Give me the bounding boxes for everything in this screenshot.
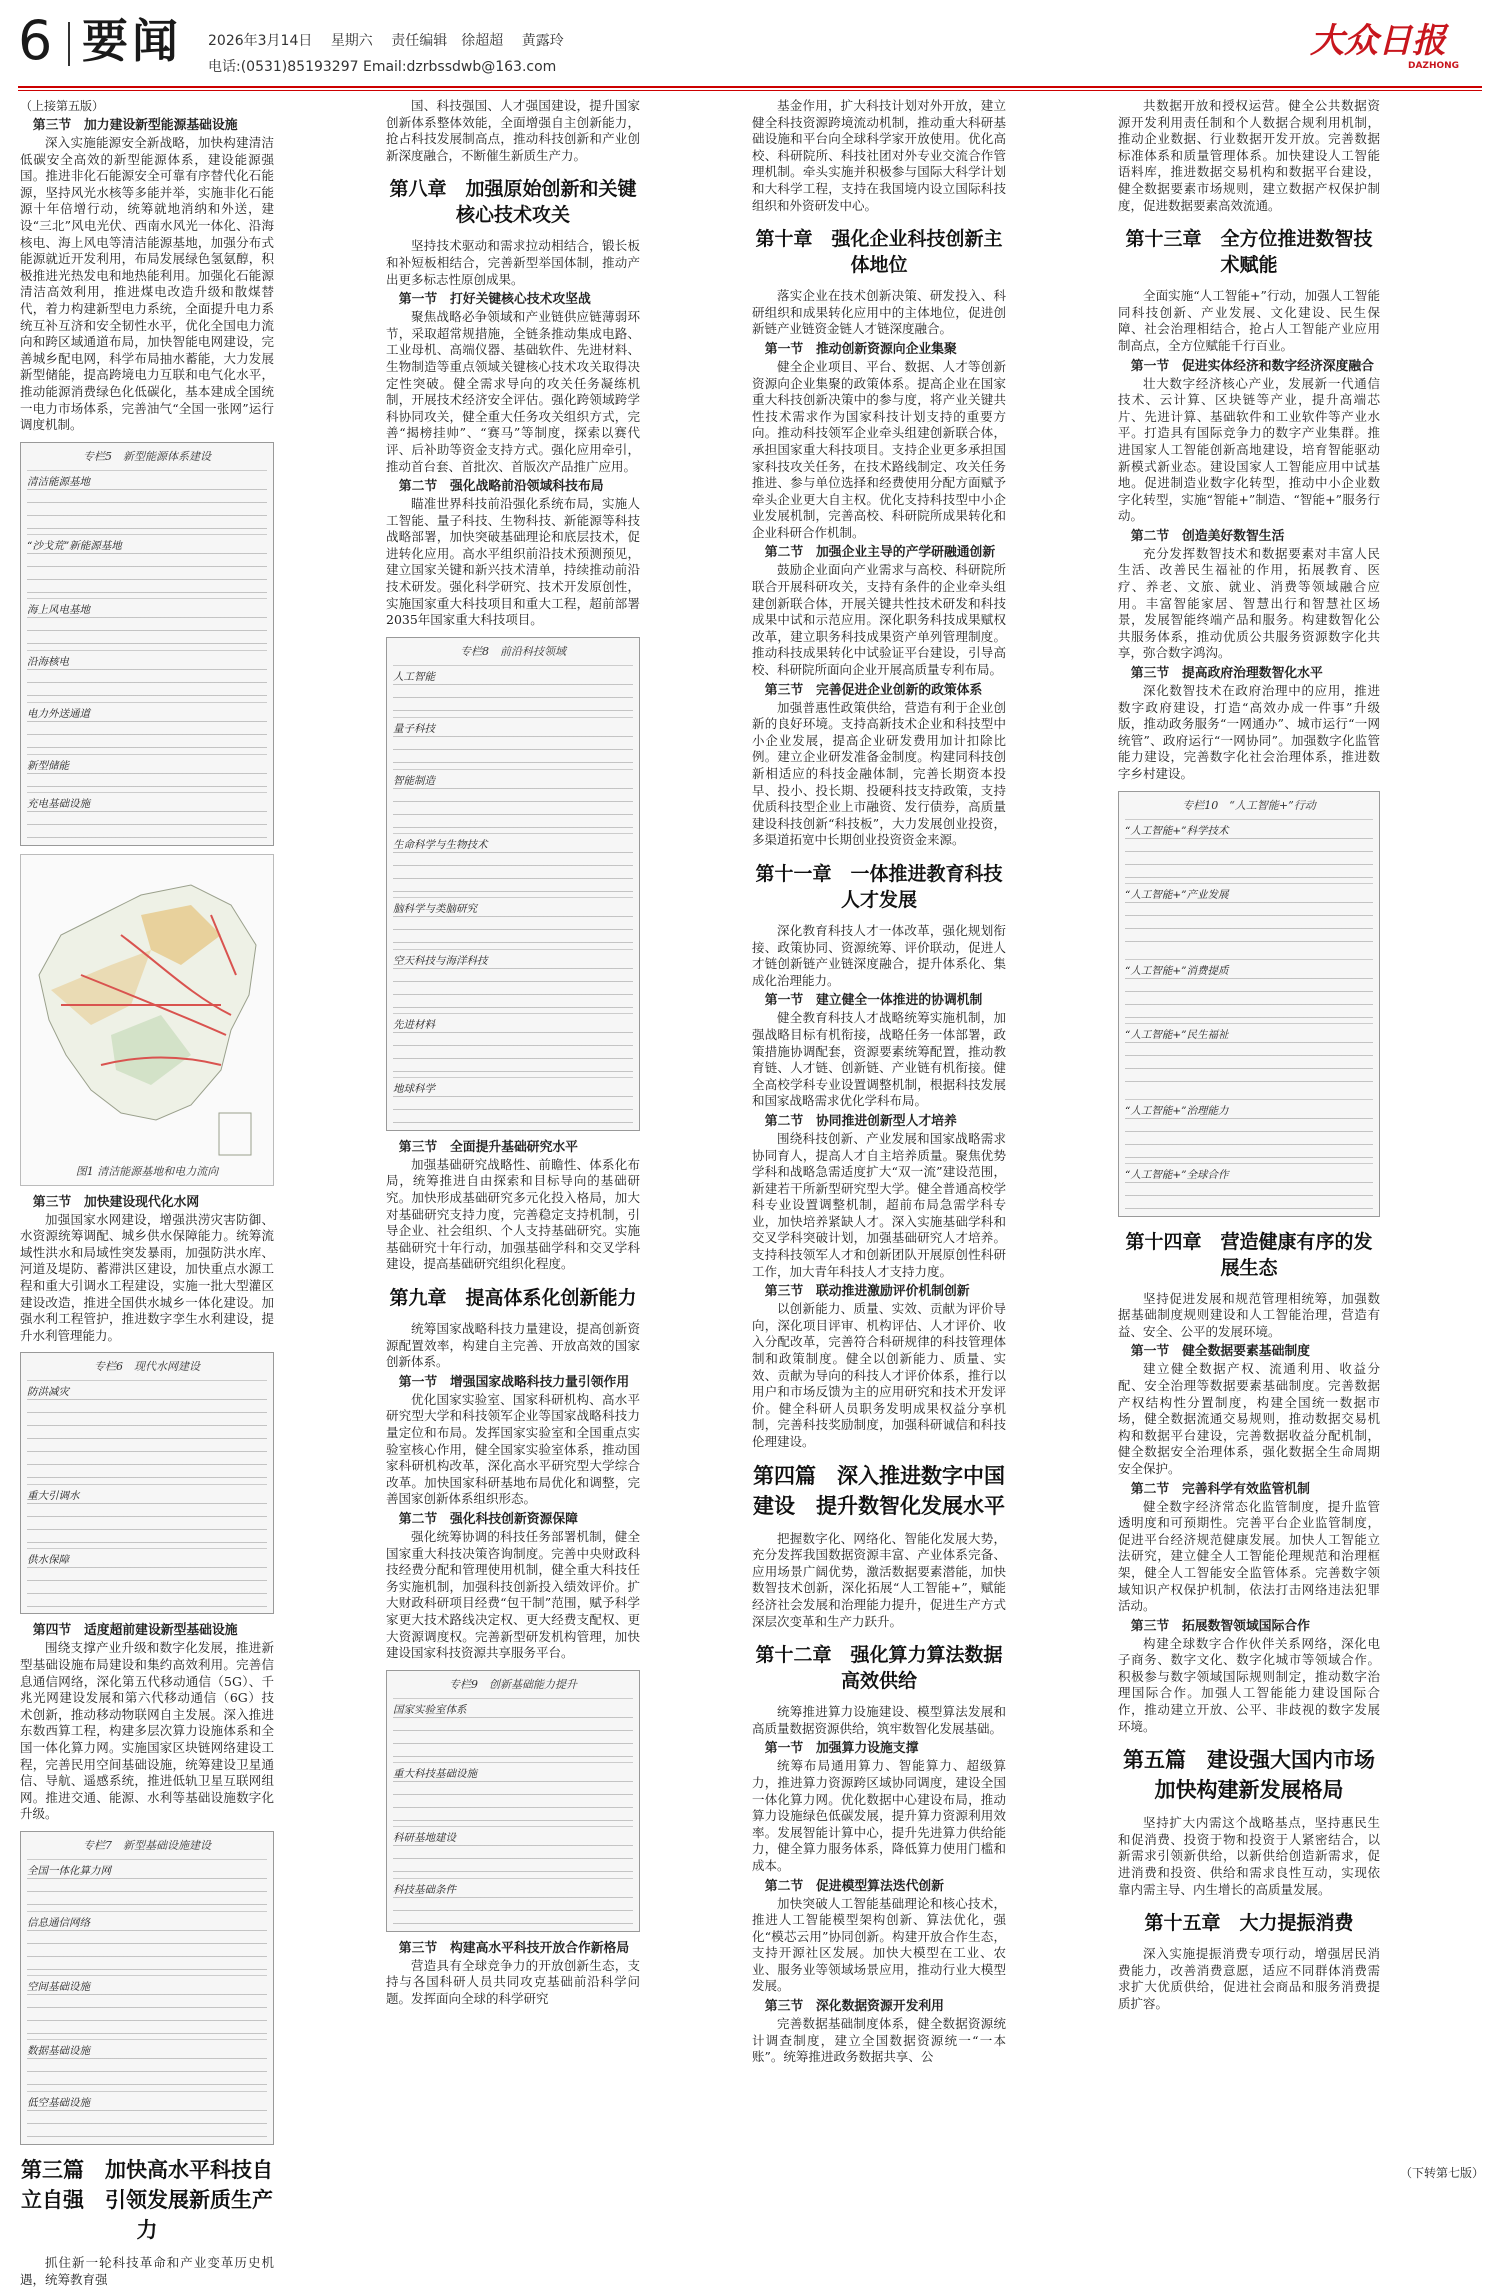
box-item-title: 电力外送通道 (27, 707, 90, 720)
paragraph: 国、科技强国、人才强国建设，提升国家创新体系整体效能，全面增强自主创新能力，抢占科技发展制高点，推动科技创新和产业创新深度融合，不断催生新质生产力。 (386, 98, 640, 163)
paragraph: 落实企业在技术创新决策、研发投入、科研组织和成果转化应用中的主体地位，促进创新链产业链资金链人才链深度融合。 (752, 288, 1006, 337)
box-item-title: 科研基地建设 (393, 1831, 456, 1844)
section-title: 要闻 (82, 14, 182, 68)
chapter-heading: 第九章 提高体系化创新能力 (389, 1287, 637, 1309)
section-heading: 第一节 促进实体经济和数字经济深度融合 (1130, 358, 1374, 374)
paragraph: 优化国家实验室、国家科研机构、高水平研究型大学和科技领军企业等国家战略科技力量定位和布局。发挥国家实验室和全国重点实验室核心作用，健全国家实验室体系，推动国家科研机构改革，深化高水平研究型大学综合改革。加快国家科研基地布局优化和调整，完善国家创新体系组织形态。 (386, 1391, 640, 1507)
sidebar-box (386, 1670, 640, 1932)
box-item-title: 先进材料 (393, 1018, 435, 1031)
box-item-title: “人工智能+”治理能力 (1125, 1104, 1229, 1117)
box-item-title: 沿海核电 (27, 655, 69, 668)
part-heading: 第五篇 建设强大国内市场 加快构建新发展格局 (1123, 1748, 1396, 1803)
paragraph: 强化统筹协调的科技任务部署机制，健全国家重大科技决策咨询制度。完善中央财政科技经费分配和管理使用机制，健全重大科技任务实施机制，加强科技创新投入绩效评价。扩大财政科研项目经费“包干制”范围，赋予科学家更大技术路线决定权、更大经费支配权、更大资源调度权。完善新型研发机构管理，加快建设国家科技资源共享服务平台。 (386, 1528, 640, 1661)
box-item-title: “人工智能+”消费提质 (1125, 964, 1229, 977)
box-item-title: “人工智能+”民生福祉 (1125, 1028, 1229, 1041)
section-heading: 第一节 建立健全一体推进的协调机制 (764, 993, 983, 1009)
section-heading: 第三节 加力建设新型能源基础设施 (32, 118, 238, 133)
paragraph: 鼓励企业面向产业需求与高校、科研院所联合开展科研攻关，支持有条件的企业牵头组建创新联合体，开展关键共性技术研发和科技成果中试和示范应用。深化职务科技成果赋权改革，建立职务科技成果资产单列管理制度。推动科技成果转化中试验证平台建设，引导高校、科研院所面向企业开展高质量专利布局。 (752, 562, 1006, 678)
box-item-title: “人工智能+”全球合作 (1125, 1168, 1229, 1181)
box-item-title: “沙戈荒”新能源基地 (27, 539, 122, 552)
editor: 责任编辑 徐超超 (391, 33, 504, 49)
page-number: 6 (18, 9, 53, 72)
column-3 (752, 98, 1006, 2158)
newspaper-logo (1310, 14, 1460, 74)
section-heading: 第二节 强化战略前沿领域科技布局 (398, 479, 604, 495)
designer: 黄露玲 (521, 33, 564, 49)
header-rule-thin (18, 90, 1482, 91)
section-heading: 第二节 创造美好数智生活 (1130, 528, 1285, 544)
paragraph: 加快突破人工智能基础理论和核心技术，推进人工智能模型架构创新、算法优化，强化“模芯云用”协同创新。构建开放合作生态，支持开源社区发展。加快大模型在工业、农业、服务业等领域场景应用，推动行业大模型发展。 (752, 1895, 1006, 1994)
paragraph: 统筹布局通用算力、智能算力、超级算力，推进算力资源跨区域协同调度，建设全国一体化算力网。优化数据中心建设布局，推动算力设施绿色低碳发展，提升算力资源利用效率。发展智能计算中心，提升先进算力供给能力，健全算力服务体系，降低算力使用门槛和成本。 (752, 1758, 1006, 1873)
issue-weekday: 星期六 (330, 33, 373, 49)
box-item-title: 生命科学与生物技术 (393, 838, 488, 851)
box-title: 专栏5 新型能源体系建设 (83, 449, 211, 463)
section-heading: 第三节 构建高水平科技开放合作新格局 (398, 1940, 630, 1956)
paragraph: 深化教育科技人才一体改革，强化规划衔接、政策协同、资源统筹、评价联动，促进人才链创新链产业链深度融合，提升体系化、集成化治理能力。 (752, 922, 1006, 988)
paragraph: 健全数字经济常态化监管制度，提升监管透明度和可预期性。完善平台企业监管制度，促进平台经济规范健康发展。加快人工智能立法研究，建立健全人工智能伦理规范和治理框架，健全人工智能安全监管体系。完善数字领域知识产权保护机制，依法打击网络违法犯罪活动。 (1118, 1498, 1380, 1614)
paragraph: 深入实施提振消费专项行动，增强居民消费能力，改善消费意愿，适应不同群体消费需求扩大优质供给，促进社会商品和服务消费提质扩容。 (1118, 1946, 1380, 2011)
paragraph: 健全企业项目、平台、数据、人才等创新资源向企业集聚的政策体系。提高企业在国家重大科技创新决策中的参与度，将产业关键共性技术需求作为国家科技计划支持的重要方向。推动科技领军企业牵头组建创新联合体，承担国家重大科技项目。支持企业更多承担国家科技攻关任务，在技术路线制定、攻关任务推进、参与单位选择和经费使用分配方面赋予牵头企业更大自主权。优化支持科技型中小企业发展机制，完善高校、科研院所成果转化和企业科研合作机制。 (752, 358, 1006, 540)
page-header (0, 0, 1500, 88)
chapter-heading: 第八章 加强原始创新和关键核心技术攻关 (389, 178, 637, 227)
section-heading: 第四节 适度超前建设新型基础设施 (32, 1623, 238, 1639)
paragraph: 共数据开放和授权运营。健全公共数据资源开发利用责任制和个人数据合规利用机制，推动企业数据、行业数据开发开放。完善数据标准体系和质量管理体系。加快建设人工智能语料库，推进数据交易机构和数据平台建设，健全数据要素市场规则，建立数据产权保护制度，促进数据要素高效流通。 (1118, 98, 1380, 213)
paragraph: 深化数智技术在政府治理中的应用，推进数字政府建设，打造“高效办成一件事”升级版，推动政务服务“一网通办”、城市运行“一网统管”、政府运行“一网协同”。加强数字化监管能力建设，完善数字化社会治理体系，推进数字乡村建设。 (1118, 683, 1380, 781)
section-heading: 第一节 增强国家战略科技力量引领作用 (398, 1374, 630, 1390)
box-item-title: 数据基础设施 (27, 2044, 90, 2057)
box-title: 专栏8 前沿科技领域 (460, 644, 566, 658)
box-item-title: 科技基础条件 (393, 1883, 456, 1896)
section-heading: 第二节 完善科学有效监管机制 (1130, 1481, 1310, 1497)
box-item-title: 全国一体化算力网 (27, 1864, 111, 1877)
box-item-title: 脑科学与类脑研究 (393, 902, 477, 915)
header-divider (68, 22, 70, 66)
section-heading: 第三节 深化数据资源开发利用 (764, 1999, 944, 2015)
section-heading: 第一节 推动创新资源向企业集聚 (764, 341, 957, 357)
svg-text:大众日报: 大众日报 (1310, 21, 1446, 61)
section-heading: 第二节 加强企业主导的产学研融通创新 (764, 545, 996, 561)
section-heading: 第二节 促进模型算法迭代创新 (764, 1878, 944, 1894)
chapter-heading: 第十二章 强化算力算法数据高效供给 (755, 1644, 1003, 1693)
paragraph: 坚持促进发展和规范管理相统筹，加强数据基础制度规则建设和人工智能治理，营造有益、安全、公平的发展环境。 (1118, 1290, 1380, 1339)
continued-to: （下转第七版） (1399, 2166, 1484, 2180)
sidebar-box (1118, 791, 1380, 1217)
column-1 (20, 98, 274, 2287)
section-heading: 第一节 加强算力设施支撑 (764, 1741, 919, 1757)
box-item-title: 空天科技与海洋科技 (393, 954, 488, 967)
svg-text:DAZHONG: DAZHONG (1408, 61, 1460, 71)
box-item-title: 重大引调水 (27, 1490, 80, 1503)
paragraph: 构建全球数字合作伙伴关系网络，深化电子商务、数字文化、数字化城市等领域合作。积极参与数字领域国际规则制定，推动数字治理国际合作。加强人工智能能力建设国际合作，推动建立开放、公平、非歧视的数字发展环境。 (1118, 1635, 1380, 1734)
box-item-title: 人工智能 (393, 670, 435, 683)
paragraph: 瞄准世界科技前沿强化系统布局，实施人工智能、量子科技、生物科技、新能源等科技战略部署，加快突破基础理论和底层技术，促进转化应用。高水平组织前沿技术预测预见，建立国家关键和新兴技术清单，持续推动前沿技术研发。强化科学研究、技术开发原创性，实施国家重大科技项目和重大工程，超前部署2035年国家重大科技项目。 (386, 496, 640, 628)
section-heading: 第三节 拓展数智领域国际合作 (1130, 1618, 1310, 1634)
box-title: 专栏10 “人工智能+”行动 (1182, 798, 1316, 812)
paragraph: 营造具有全球竞争力的开放创新生态，支持与各国科研人员共同攻克基础前沿科学问题。发挥面向全球的科学研究 (386, 1957, 640, 2006)
box-item-title: 供水保障 (27, 1554, 69, 1567)
china-map-icon (21, 855, 273, 1185)
paragraph: 统筹国家战略科技力量建设，提高创新资源配置效率，构建自主完善、开放高效的国家创新体系。 (386, 1321, 640, 1370)
paragraph: 聚焦战略必争领域和产业链供应链薄弱环节，采取超常规措施，全链条推动集成电路、工业母机、高端仪器、基础软件、先进材料、生物制造等重点领域关键核心技术攻关取得决定性突破。健全需求导向的攻关任务凝练机制，开展技术经济安全评估。强化跨领域跨学科协同攻关，健全重大任务攻关组织方式，完善“揭榜挂帅”、“赛马”等制度，探索以赛代评、后补助等资金支持方式。强化应用牵引，推动首台套、首批次、首版次产品推广应用。 (386, 309, 640, 474)
box-title: 专栏6 现代水网建设 (94, 1360, 200, 1374)
box-item-title: 低空基础设施 (27, 2096, 90, 2109)
box-item-title: 智能制造 (393, 774, 435, 787)
box-title: 专栏7 新型基础设施建设 (83, 1838, 211, 1852)
section-heading: 第二节 协同推进创新型人才培养 (764, 1113, 957, 1129)
paragraph: 加强普惠性政策供给，营造有利于企业创新的良好环境。支持高新技术企业和科技型中小企业发展，提高企业研发费用加计扣除比例。建立企业研发准备金制度。构建同科技创新相适应的科技金融体制，完善长期资本投早、投小、投长期、投硬科技支持政策，支持优质科技型企业上市融资、发行债券，高质量建设科技创新“科技板”，大力发展创业投资，多渠道拓宽中长期创业投资资金来源。 (752, 699, 1006, 848)
part-heading: 第三篇 加快高水平科技自立自强 引领发展新质生产力 (21, 2157, 273, 2242)
box-item-title: “人工智能+”科学技术 (1125, 824, 1229, 837)
box-item-title: 重大科技基础设施 (393, 1767, 477, 1780)
sidebar-box (20, 1352, 274, 1614)
section-heading: 第三节 完善促进企业创新的政策体系 (764, 682, 983, 698)
contact-info: 电话:(0531)85193297 Email:dzrbssdwb@163.com (208, 59, 557, 75)
section-heading: 第一节 打好关键核心技术攻坚战 (398, 292, 591, 308)
sidebar-box (386, 637, 640, 1131)
section-heading: 第一节 健全数据要素基础制度 (1130, 1344, 1310, 1360)
paragraph: 把握数字化、网络化、智能化发展大势，充分发挥我国数据资源丰富、产业体系完备、应用场景广阔优势，激活数据要素潜能，加快数智技术创新，深化拓展“人工智能+”，赋能经济社会发展和治理能力提升，促进生产方式深层次变革和生产力跃升。 (752, 1530, 1006, 1629)
issue-meta (208, 30, 578, 50)
continued-from: （上接第五版） (20, 99, 105, 113)
energy-map-figure (20, 854, 274, 1186)
paragraph: 围绕支撑产业升级和数字化发展，推进新型基础设施布局建设和集约高效利用。完善信息通信网络，深化第五代移动通信（5G）、千兆光网建设发展和第六代移动通信（6G）技术创新，推动移动物联网自主发展。深入推进东数西算工程，构建多层次算力设施体系和全国一体化算力网。实施国家区块链网络建设工程，完善民用空间基础设施，统筹建设卫星通信、导航、遥感系统，推进低轨卫星互联网组网。推进交通、能源、水利等基础设施数字化升级。 (20, 1640, 274, 1822)
section-heading: 第三节 加快建设现代化水网 (32, 1194, 200, 1210)
paragraph: 加强基础研究战略性、前瞻性、体系化布局，统筹推进自由探索和目标导向的基础研究。加快形成基础研究多元化投入格局，加大对基础研究支持力度，完善稳定支持机制，引导企业、社会组织、个人支持基础研究。实施基础研究十年行动，加强基础学科和交叉学科建设，提高基础研究组织化程度。 (386, 1156, 640, 1272)
sidebar-box (20, 1831, 274, 2145)
paragraph: 围绕科技创新、产业发展和国家战略需求协同育人，提高人才自主培养质量。聚焦优势学科和战略急需适度扩大“双一流”建设范围，新建若干所新型研究型大学。健全普通高校学科专业设置调整机制，超前布局急需学科专业，加快培养紧缺人才。深入实施基础学科和交叉学科突破计划，加强基础研究人才培养。支持科技领军人才和创新团队开展原创性科研工作，加大青年科技人才支持力度。 (752, 1130, 1006, 1279)
box-item-title: 新型储能 (27, 759, 69, 772)
box-item-title: 地球科学 (393, 1082, 435, 1095)
header-rule (18, 86, 1482, 88)
paragraph: 统筹推进算力设施建设、模型算法发展和高质量数据资源供给，筑牢数智化发展基础。 (752, 1704, 1006, 1736)
section-heading: 第三节 提高政府治理数智化水平 (1130, 666, 1323, 682)
section-heading: 第三节 联动推进激励评价机制创新 (764, 1284, 970, 1300)
box-item-title: 充电基础设施 (27, 797, 90, 810)
box-item-title: 清洁能源基地 (27, 475, 90, 488)
chapter-heading: 第十三章 全方位推进数智技术赋能 (1125, 228, 1373, 277)
box-item-title: 防洪减灾 (27, 1386, 69, 1399)
box-title: 专栏9 创新基础能力提升 (449, 1677, 577, 1691)
part-heading: 第四篇 深入推进数字中国建设 提升数智化发展水平 (753, 1463, 1005, 1518)
paragraph: 健全教育科技人才战略统筹实施机制，加强战略目标有机衔接，战略任务一体部署，政策措施协调配套，资源要素统筹配置，推动教育链、人才链、创新链、产业链有机衔接。健全高校学科专业设置调整机制，根据科技发展和国家战略需求优化学科布局。 (752, 1010, 1006, 1109)
paragraph: 坚持扩大内需这个战略基点，坚持惠民生和促消费、投资于物和投资于人紧密结合，以新需求引领新供给，以新供给创造新需求，促进消费和投资、供给和需求良性互动，实现依靠内需主导、内生增长的高质量发展。 (1118, 1815, 1380, 1897)
box-item-title: 信息通信网络 (27, 1916, 90, 1929)
column-2 (386, 98, 640, 2158)
paragraph: 加强国家水网建设，增强洪涝灾害防御、水资源统筹调配、城乡供水保障能力。统筹流域性洪水和局域性突发暴雨，加强防洪水库、河道及堤防、蓄滞洪区建设，加快重点水源工程和重大引调水工程建设，实施一批大型灌区建设改造，推进全国供水城乡一体化建设。加强水利工程管护，推进数字孪生水利建设，提升水利管理能力。 (20, 1211, 274, 1343)
paragraph: 基金作用，扩大科技计划对外开放，建立健全科技资源跨境流动机制，推动重大科研基础设施和平台向全球科学家开放使用。优化高校、科研院所、科技社团对外专业交流合作管理机制。牵头实施并积极参与国际大科学计划和大科学工程，支持在我国境内设立国际科技组织和外资研发中心。 (752, 98, 1006, 213)
column-4 (1118, 98, 1396, 2158)
figure-caption: 图1 清洁能源基地和电力流向 (75, 1164, 219, 1178)
sidebar-box (20, 442, 274, 846)
box-item-title: 海上风电基地 (27, 603, 90, 616)
paragraph: 壮大数字经济核心产业，发展新一代通信技术、云计算、区块链等产业，提升高端芯片、先进计算、基础软件和工业软件等产业水平。打造具有国际竞争力的数字产业集群。推进国家人工智能创新高地建设，培育智能驱动新模式新业态。建设国家人工智能应用中试基地。促进制造业数字化转型，推动中小企业数字化转型，实施“智能+”制造、“智能+”服务行动。 (1118, 375, 1380, 524)
chapter-heading: 第十一章 一体推进教育科技人才发展 (755, 862, 1003, 911)
box-item-title: 国家实验室体系 (393, 1703, 467, 1716)
issue-date: 2026年3月14日 (208, 33, 313, 49)
paragraph: 深入实施能源安全新战略，加快构建清洁低碳安全高效的新型能源体系，建设能源强国。推进非化石能源安全可靠有序替代化石能源，坚持风光水核等多能并举，实施非化石能源十年倍增行动，统筹就地消纳和外送，建设“三北”风电光伏、西南水风光一体化、沿海核电、海上风电等清洁能源基地，加强分布式能源就近开发利用，布局发展绿色氢氨醇，积极推进光热发电和地热能利用。加强化石能源清洁高效利用，推进煤电改造升级和散煤替代，着力构建新型电力系统，全面提升电力系统互补互济和安全韧性水平，优化全国电力流向和跨区域通道布局，加快智能电网建设，完善城乡配电网，科学布局抽水蓄能，大力发展新型储能，提高跨境电力互联和电气化水平，推动能源消费绿色化低碳化，基本建成全国统一电力市场体系，完善油气“全国一张网”运行调度机制。 (20, 135, 274, 433)
box-item-title: “人工智能+”产业发展 (1125, 888, 1229, 901)
chapter-heading: 第十四章 营造健康有序的发展生态 (1125, 1230, 1373, 1279)
paragraph: 抓住新一轮科技革命和产业变革历史机遇，统筹教育强 (20, 2254, 274, 2287)
section-heading: 第三节 全面提升基础研究水平 (398, 1139, 578, 1155)
paragraph: 以创新能力、质量、实效、贡献为评价导向，深化项目评审、机构评估、人才评价、收入分配改革，完善符合科研规律的科技管理体制和政策制度。健全以创新能力、质量、实效、贡献为导向的科技人才评价体系，推行以用户和市场反馈为主的应用研究和技术开发评价。健全科研人员职务发明成果权益分享机制，完善科技奖励制度，加强科研诚信和科技伦理建设。 (752, 1301, 1006, 1449)
box-item-title: 量子科技 (393, 722, 435, 735)
section-heading: 第二节 强化科技创新资源保障 (398, 1511, 578, 1527)
chapter-heading: 第十五章 大力提振消费 (1144, 1912, 1354, 1935)
paragraph: 充分发挥数智技术和数据要素对丰富人民生活、改善民生福祉的作用，拓展教育、医疗、养老、文旅、就业、消费等领域融合应用。丰富智能家居、智慧出行和智慧社区场景，发展智能终端产品和服务。构建数智化公共服务体系，推动优质公共服务资源数字化共享，弥合数字鸿沟。 (1118, 545, 1380, 661)
paragraph: 坚持技术驱动和需求拉动相结合，锻长板和补短板相结合，完善新型举国体制，推动产出更多标志性原创成果。 (386, 238, 640, 287)
paragraph: 建立健全数据产权、流通利用、收益分配、安全治理等数据要素基础制度。完善数据产权结构性分置制度，构建全国统一数据市场，健全数据流通交易规则，推动数据交易机构和数据平台建设，完善数据收益分配机制，健全数据安全治理体系，强化数据全生命周期安全保护。 (1118, 1361, 1380, 1476)
paragraph: 全面实施“人工智能+”行动，加强人工智能同科技创新、产业发展、文化建设、民生保障、社会治理相结合，抢占人工智能产业应用制高点，全方位赋能千行百业。 (1118, 288, 1380, 353)
box-item-title: 空间基础设施 (27, 1980, 90, 1993)
paragraph: 完善数据基础制度体系，健全数据资源统计调查制度，建立全国数据资源统一“一本账”。统筹推进政务数据共享、公 (752, 2016, 1006, 2065)
chapter-heading: 第十章 强化企业科技创新主体地位 (755, 228, 1003, 277)
